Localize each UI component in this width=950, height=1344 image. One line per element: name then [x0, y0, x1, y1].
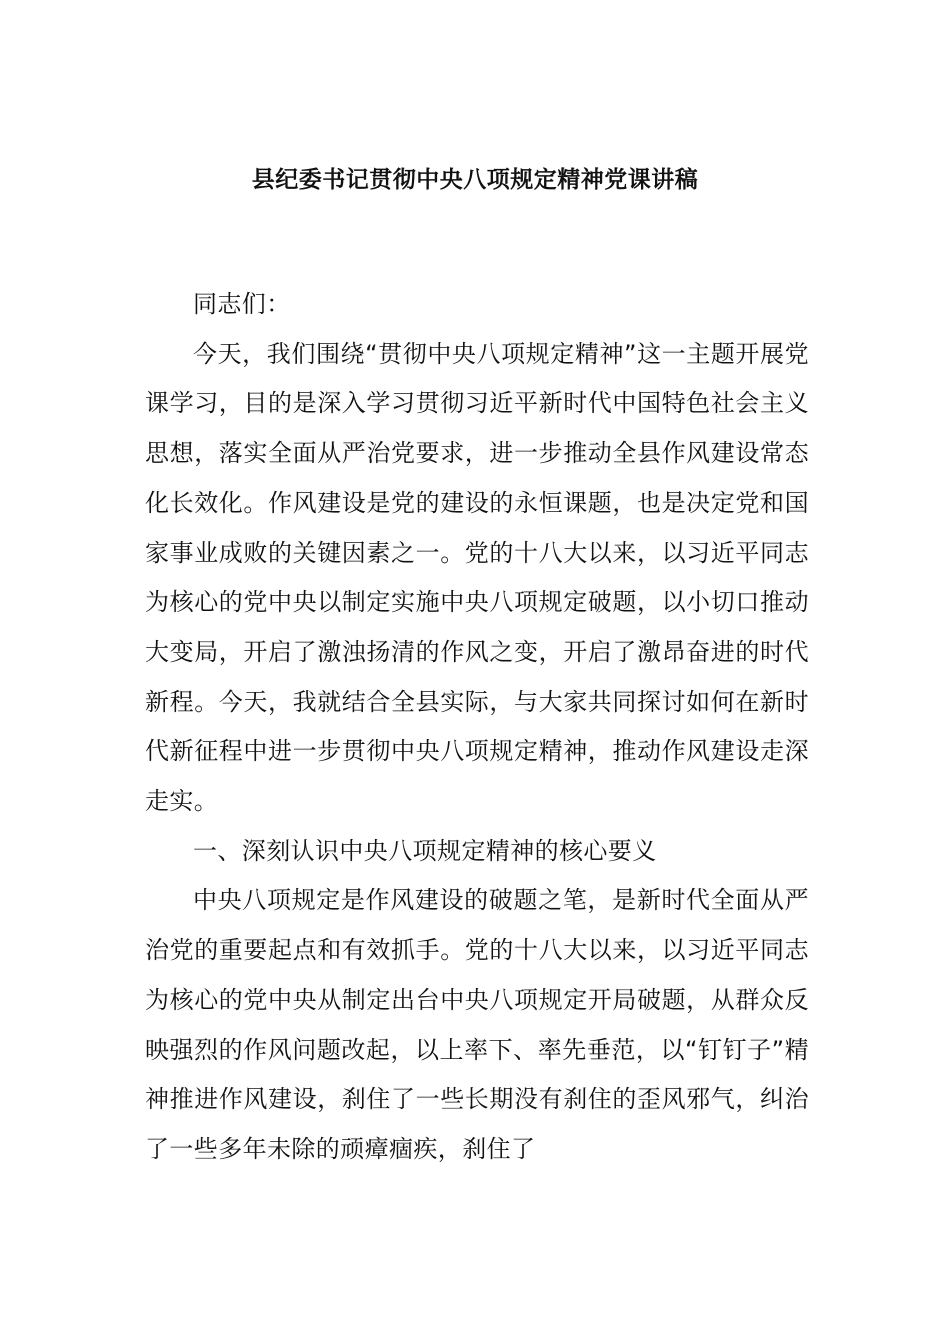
- document-title: 县纪委书记贯彻中央八项规定精神党课讲稿: [251, 167, 699, 193]
- section-paragraph: 中央八项规定是作风建设的破题之笔，是新时代全面从严治党的重要起点和有效抓手。党的十八大以来，以习近平同志为核心的党中央从制定出台中央八项规定开局破题，从群众反映强烈的作风问题改起，以上率下、率先垂范，以“钉钉子”精神推进作风建设，刹住了一些长期没有刹住的歪风邪气，纠治了一些多年未除的顽瘴痼疾，刹住了: [145, 886, 809, 1163]
- section-heading: 一、深刻认识中央八项规定精神的核心要义: [193, 836, 657, 865]
- salutation-paragraph: 同志们：: [193, 290, 291, 318]
- document-body: [145, 280, 809, 1175]
- intro-paragraph: 今天，我们围绕“贯彻中央八项规定精神”这一主题开展党课学习，目的是深入学习贯彻习近平新时代中国特色社会主义思想，落实全面从严治党要求，进一步推动全县作风建设常态化长效化。作风建设是党的建设的永恒课题，也是决定党和国家事业成败的关键因素之一。党的十八大以来，以习近平同志为核心的党中央以制定实施中央八项规定破题，以小切口推动大变局，开启了激浊扬清的作风之变，开启了激昂奋进的时代新程。今天，我就结合全县实际，与大家共同探讨如何在新时代新征程中进一步贯彻中央八项规定精神，推动作风建设走深走实。: [145, 339, 809, 816]
